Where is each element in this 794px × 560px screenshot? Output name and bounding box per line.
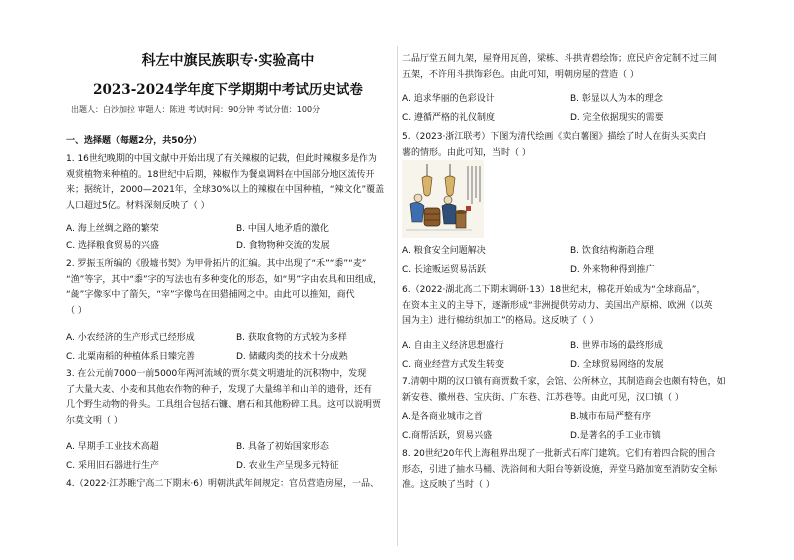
question-4-options (402, 92, 732, 128)
option-b[interactable]: B. 具备了初始国家形态 (236, 442, 329, 452)
option-a[interactable]: A. 自由主义经济思想盛行 (402, 341, 504, 351)
question-1 (66, 152, 396, 214)
question-line: 5.（2023·浙江联考）下图为清代绘画《卖白薯图》描绘了时人在街头买卖白 (402, 132, 707, 142)
question-5-options (402, 244, 732, 280)
option-b[interactable]: B.城市布局严整有序 (570, 412, 652, 422)
question-line: 在资本主义的主导下，逐渐形成“非洲提供劳动力、美国出产原棉、欧洲（以英 (402, 300, 713, 311)
option-a[interactable]: A. 追求华丽的色彩设计 (402, 94, 495, 104)
question-line: 薯的情形。由此可知，当时（ ） (402, 147, 531, 158)
option-c[interactable]: C. 遵循严格的礼仪制度 (402, 113, 496, 123)
question-4 (66, 477, 401, 493)
option-b[interactable]: B. 获取食物的方式较为多样 (236, 333, 347, 343)
question-line: “彘”字像豕中了箭矢，“宰”字像鸟在田猎捕网之中。由此可以推知，商代 (66, 290, 355, 300)
question-3 (66, 367, 396, 429)
question-1-options (66, 222, 396, 254)
option-b[interactable]: B. 世界市场的最终形成 (570, 341, 663, 351)
question-line: 五架，不许用斗拱饰彩色。由此可知，明朝房屋的营造（ ） (402, 69, 639, 80)
question-line: 6.（2022·湖北高二下期末调研·13）18世纪末，棉花开始成为“全球商品”， (402, 285, 706, 295)
question-line: 国为主）进行棉纺织加工”的格局。这反映了（ ） (402, 316, 599, 326)
question-8 (402, 447, 732, 494)
question-line: 4.（2022·江苏睢宁高二下期末·6）明朝洪武年间规定：官员营造房屋，一品、 (66, 479, 379, 489)
question-line: 8. 20世纪20年代上海租界出现了一批新式石库门建筑。它们有着四合院的围合 (402, 449, 716, 459)
question-2-options (66, 331, 396, 363)
question-3-options (66, 440, 396, 476)
option-a[interactable]: A. 小农经济的生产形式已经形成 (66, 333, 195, 343)
option-d[interactable]: D.是著名的手工业市镇 (570, 431, 661, 441)
question-line: 新安巷、徽州巷、宝庆街、广东巷、江苏巷等。由此可见，汉口镇（ ） (402, 392, 684, 403)
question-line: （ ） (66, 305, 87, 316)
question-line: 尔莫文明（ ） (66, 415, 123, 426)
painting-image (402, 160, 484, 238)
option-d[interactable]: D. 完全依据现实的需要 (570, 113, 664, 123)
question-7 (402, 375, 732, 406)
question-2 (66, 257, 396, 319)
option-b[interactable]: B. 中国人地矛盾的激化 (236, 224, 329, 234)
question-line: 几个野生动物的骨头。工具组合包括石镰、磨石和其他粉碎工具。这可以说明贾 (66, 400, 382, 410)
option-c[interactable]: C. 北粟南稻的种植体系日臻完善 (66, 352, 196, 362)
option-a[interactable]: A. 海上丝绸之路的繁荣 (66, 224, 159, 234)
option-c[interactable]: C. 长途贩运贸易活跃 (402, 265, 487, 275)
question-line: 来；据统计，2000—2021年，全球30%以上的辣椒在中国种植，“辣文化”覆盖 (66, 185, 385, 195)
option-c[interactable]: C. 商业经营方式发生转变 (402, 360, 505, 370)
question-line: 准。这反映了当时（ ） (402, 480, 495, 490)
question-line: 观赏植物来种植的。18世纪中后期，辣椒作为餐桌调料在中国部分地区流传开 (66, 169, 375, 180)
question-line: 2. 罗振玉所编的《殷墟书契》为甲骨拓片的汇编。其中出现了“禾”“黍”“麦” (66, 259, 367, 269)
question-line: 形态，引进了抽水马桶、洗浴间和大阳台等新设施，弄堂马路加宽至消防安全标 (402, 464, 718, 475)
question-7-options (402, 410, 732, 446)
option-c[interactable]: C.商帮活跃，贸易兴盛 (402, 431, 493, 441)
question-line: 7.清朝中期的汉口镇有商贾数千家，会馆、公所林立，其制造商会也颇有特色，如 (402, 377, 726, 387)
option-d[interactable]: D. 食物物种交流的发展 (236, 241, 330, 251)
question-line: 了大量大麦、小麦和其他农作物的种子，发现了大量绵羊和山羊的遗骨，还有 (66, 384, 373, 395)
question-6 (402, 283, 732, 330)
question-6-options (402, 339, 732, 375)
question-line: 二品厅堂五间九架，屋脊用瓦兽，梁栋、斗拱青碧绘饰；庶民庐舍定制不过三间 (402, 54, 718, 64)
sweet-potato-painting (402, 160, 484, 238)
option-a[interactable]: A. 早期手工业技术高超 (66, 442, 159, 452)
option-a[interactable]: A.是各商业城市之首 (402, 412, 483, 422)
question-4-continued (402, 52, 732, 83)
question-line: 3. 在公元前7000一前5000年两河流域的贾尔莫文明遗址的沉积物中，发现 (66, 369, 367, 379)
exam-title: 2023-2024学年度下学期期中考试历史试卷 (93, 82, 363, 98)
option-b[interactable]: B. 饮食结构渐趋合理 (570, 246, 654, 256)
school-title: 科左中旗民族职专·实验高中 (141, 53, 315, 69)
option-b[interactable]: B. 彰显以人为本的理念 (570, 94, 663, 104)
question-line: “渔”等字，其中“黍”字的写法也有多种变化的形态，如“男”字由农具和田组成， (66, 274, 382, 285)
question-5 (402, 130, 732, 161)
option-d[interactable]: D. 全球贸易网络的发展 (570, 360, 664, 370)
exam-meta: 出题人：白沙加拉 审题人：陈进 考试时间：90分钟 考试分值：100分 (71, 105, 321, 114)
column-divider (397, 46, 398, 546)
option-c[interactable]: C. 采用旧石器进行生产 (66, 461, 160, 471)
question-line: 人口超过5亿。材料深刻反映了（ ） (66, 200, 210, 211)
option-a[interactable]: A. 粮食安全问题解决 (402, 246, 486, 256)
option-d[interactable]: D. 外来物种得到推广 (570, 265, 655, 275)
question-line: 1. 16世纪晚期的中国文献中开始出现了有关辣椒的记载，但此时辣椒多是作为 (66, 154, 377, 164)
option-c[interactable]: C. 选择粮食贸易的兴盛 (66, 241, 160, 251)
section-title: 一、选择题（每题2分，共50分） (66, 136, 202, 146)
option-d[interactable]: D. 农业生产呈现多元特征 (236, 461, 339, 471)
option-d[interactable]: D. 储藏肉类的技术十分成熟 (236, 352, 348, 362)
